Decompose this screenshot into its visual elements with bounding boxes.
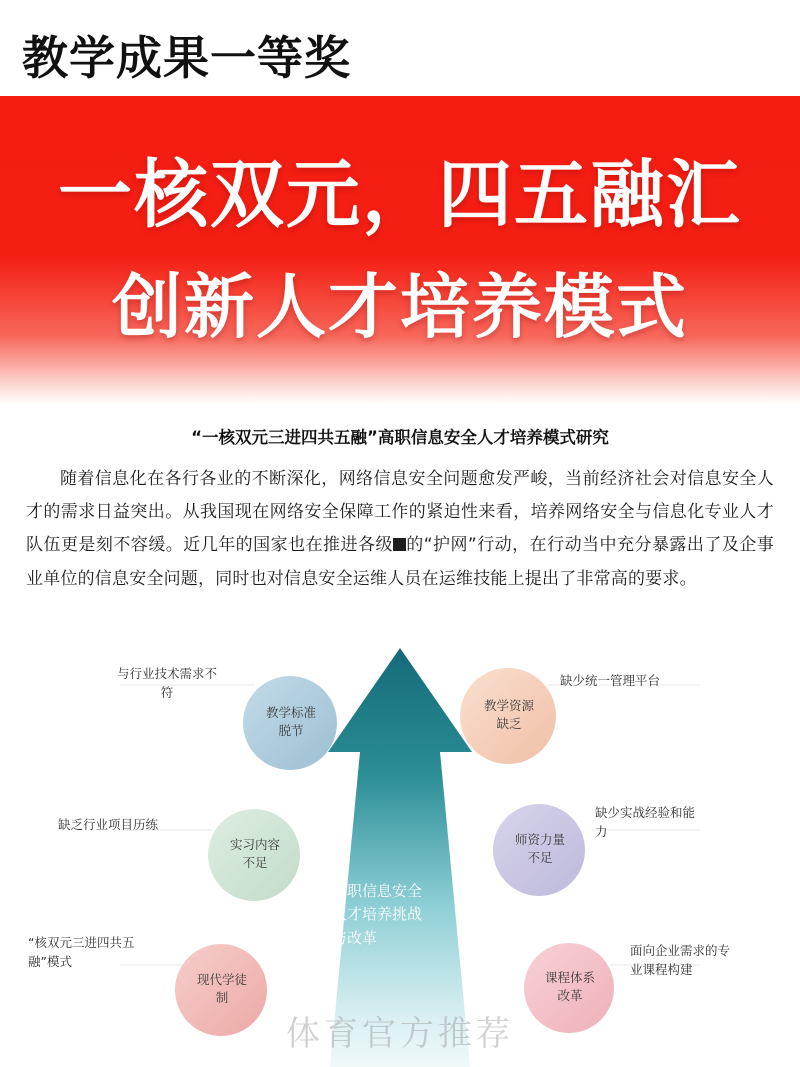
bubble-label-modern-apprenticeship: 现代学徒 制: [196, 972, 247, 1006]
arrow-center-label: 高职信息安全 人才培养挑战 与改革: [332, 882, 423, 947]
infographic-canvas: [0, 640, 800, 1067]
side-label-teaching-standard: 与行业技术需求不 符: [116, 666, 217, 700]
bubble-label-internship-content: 实习内容 不足: [229, 837, 280, 871]
side-label-curriculum-reform: 面向企业需求的专 业课程构建: [630, 943, 731, 977]
article-paragraph-part1: 随着信息化在各行各业的不断深化，网络信息安全问题愈发严峻，当前经济社会对信息安全人才的需求日益突出。从我国现在网络安全保障工作的紧迫性来看，培养网络安全与信息化专业人才队伍更是刻不容缓。近几年的国家也在推进各级: [26, 469, 774, 556]
infographic: [0, 640, 800, 1067]
bubble-label-curriculum-reform: 课程体系 改革: [544, 970, 595, 1004]
hero-headline-line1: 一核双元，四五融汇: [58, 152, 742, 238]
hero-banner: [0, 96, 800, 404]
award-banner: [0, 0, 800, 96]
bubble-label-faculty-strength: 师资力量 不足: [514, 832, 565, 866]
article-title: “一核双元三进四共五融”高职信息安全人才培养模式研究: [191, 428, 609, 447]
side-label-teaching-resource: 缺少统一管理平台: [560, 673, 661, 688]
side-label-modern-apprenticeship: “核双元三进四共五 融”模式: [28, 935, 135, 969]
article-body: [26, 463, 774, 596]
bubble-label-teaching-resource: 教学资源 缺乏: [483, 698, 534, 732]
article-section: [0, 408, 800, 596]
side-label-internship-content: 缺乏行业项目历练: [58, 817, 159, 832]
article-paragraph-part2: 的“护网”行动，在行动当中充分暴露出了及企事业单位的信息安全问题，同时也对信息安全运维人员在运维技能上提出了非常高的要求。: [26, 535, 774, 589]
upward-arrow-icon: [328, 648, 472, 1067]
side-label-faculty-strength: 缺少实战经验和能 力: [595, 805, 696, 839]
hero-headline-line2: 创新人才培养模式: [112, 266, 688, 348]
award-title: 教学成果一等奖: [22, 31, 351, 85]
watermark: 体育官方推荐: [286, 1014, 514, 1054]
redacted-block-icon: [393, 538, 406, 551]
bubble-label-teaching-standard: 教学标准 脱节: [265, 705, 316, 739]
